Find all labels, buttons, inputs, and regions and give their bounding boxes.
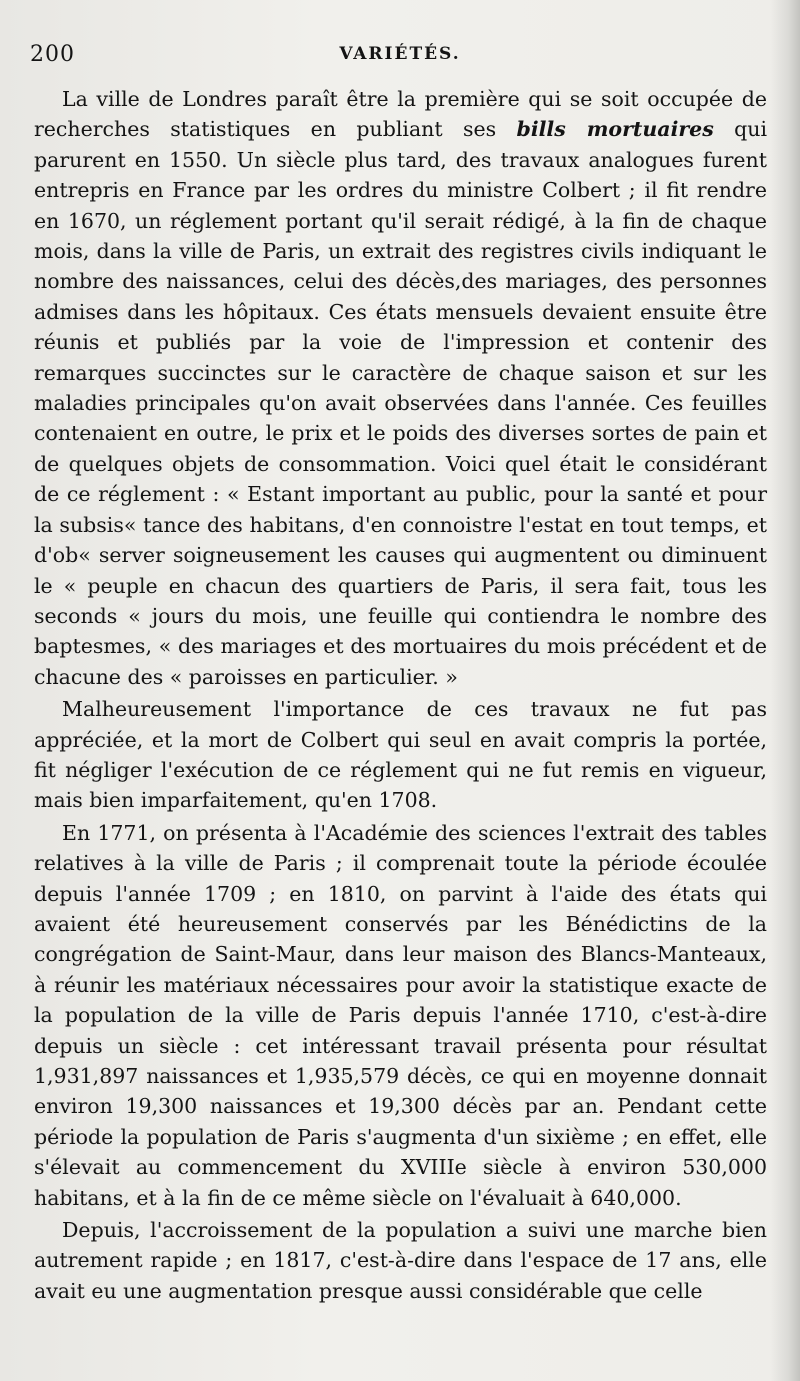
- paragraph-1: [34, 84, 767, 692]
- running-title: VARIÉTÉS.: [339, 44, 461, 64]
- paragraph-1-text-before: La ville de Londres paraît être la première qui se soit occupée de recherches statistiques en publiant ses: [34, 87, 767, 142]
- body-text: [34, 84, 767, 1306]
- paragraph-3: En 1771, on présenta à l'Académie des sciences l'extrait des tables relatives à la ville de Paris ; il comprenait toute la période écoulée depuis l'année 1709 ; en 1810, on parvint à l'aide des états qui avaient été heureusement conservés par les Bénédictins de la congrégation de Saint-Maur, dans leur maison des Blancs-Manteaux, à réunir les matériaux nécessaires pour avoir la statistique exacte de la population de la ville de Paris depuis l'année 1710, c'est-à-dire depuis un siècle : cet intéressant travail présenta pour résultat 1,931,897 naissances et 1,935,579 décès, ce qui en moyenne donnait environ 19,300 naissances et 19,300 décès par an. Pendant cette période la population de Paris s'augmenta d'un sixième ; en effet, elle s'élevait au commencement du XVIIIe siècle à environ 530,000 habitans, et à la fin de ce même siècle on l'évaluait à 640,000.: [34, 820, 767, 1210]
- page-header: [30, 38, 770, 78]
- paragraph-4: Depuis, l'accroissement de la population a suivi une marche bien autrement rapide ; en 1817, c'est-à-dire dans l'espace de 17 ans, elle avait eu une augmentation presque aussi considérable que celle: [34, 1218, 767, 1303]
- page-number: 200: [30, 42, 75, 67]
- paragraph-2: Malheureusement l'importance de ces travaux ne fut pas appréciée, et la mort de Colbert qui seul en avait compris la portée, fit négliger l'exécution de ce réglement qui ne fut remis en vigueur, mais bien imparfaitement, qu'en 1708.: [34, 697, 767, 813]
- paragraph-1-emphasis: bills mortuaires: [516, 117, 714, 142]
- paragraph-1-text-after: qui parurent en 1550. Un siècle plus tard, des travaux analogues furent entrepris en France par les ordres du ministre Colbert ; il fit rendre en 1670, un réglement portant qu'il serait rédigé, à la fin de chaque mois, dans la ville de Paris, un extrait des registres civils indiquant le nombre des naissances, celui des décès,des mariages, des personnes admises dans les hôpitaux. Ces états mensuels devaient ensuite être réunis et publiés par la voie de l'impression et contenir des remarques succinctes sur le caractère de chaque saison et sur les maladies principales qu'on avait observées dans l'année. Ces feuilles contenaient en outre, le prix et le poids des diverses sortes de pain et de quelques objets de consommation. Voici quel était le considérant de ce réglement : « Estant important au public, pour la santé et pour la subsis« tance des habitans, d'en connoistre l'estat en tout temps, et d'ob« server soigneusement les causes qui augmentent ou diminuent le « peuple en chacun des quartiers de Paris, il sera fait, tous les seconds « jours du mois, une feuille qui contiendra le nombre des baptesmes, « des mariages et des mortuaires du mois précédent et de chacune des « paroisses en particulier. »: [34, 117, 767, 689]
- page-gutter-shadow: [770, 0, 800, 1381]
